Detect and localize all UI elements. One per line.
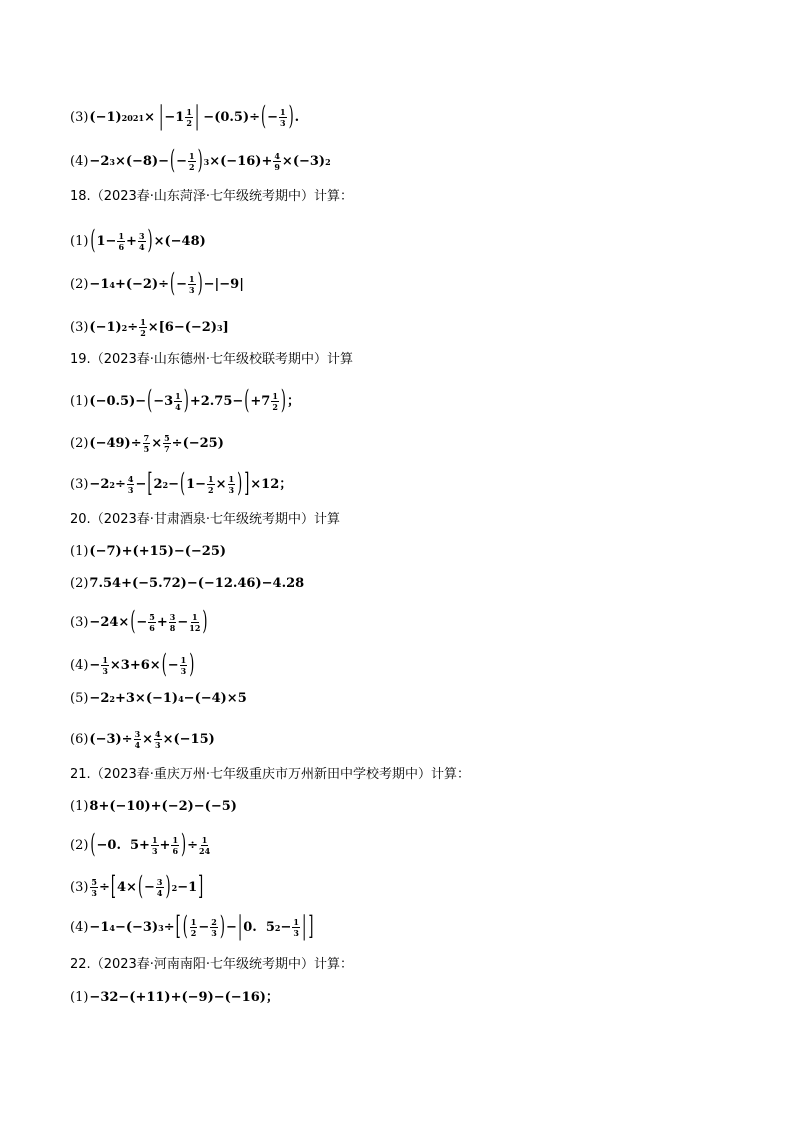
question-source: （2023春·山东菏泽·七年级统考期中）计算：	[90, 189, 354, 204]
item-label: (4)	[70, 920, 89, 935]
item-label: (3)	[70, 110, 89, 125]
question-source: （2023春·山东德州·七年级校联考期中）计算	[90, 352, 354, 367]
question-number: 20.	[70, 512, 91, 527]
question-source: （2023春·重庆万州·七年级重庆市万州新田中学校考期中）计算：	[90, 767, 471, 782]
problem-19-3: (3) −2 2 ÷ $\frac{4}{3}$ − [ 2 2 − ( 1− $\frac{1}{2}$ × $\frac{1}{3}$ ) ] ×12；	[70, 469, 293, 500]
item-label: (3)	[70, 477, 89, 492]
problem-22-1: (1) −32−(+11)+(−9)−(−16)；	[70, 990, 279, 1005]
item-label: (3)	[70, 880, 89, 895]
problem-20-3: (3) −24× ( − $\frac{5}{6}$ + $\frac{3}{8}$ − $\frac{1}{12}$ )	[70, 607, 208, 638]
problem-19-1: (1) (−0.5)− ( −3 1 4 ) +2.75− ( +7 1 2 ) ；	[70, 386, 300, 417]
item-label: (3)	[70, 320, 89, 335]
problem-18-2: (2) −1 4 +(−2)÷ ( − $\frac{1}{3}$ ) −|−9|	[70, 269, 244, 300]
question-20-heading	[70, 513, 340, 526]
item-label: (1)	[70, 394, 89, 409]
item-label: (2)	[70, 576, 89, 591]
problem-17-3: (3) (−1) 2021 × | −1 1 2 | −(0.5)÷ ( − $\frac{1}{3}$ ) .	[70, 102, 300, 133]
item-label: (1)	[70, 234, 89, 249]
problem-20-5: (5) −2 2 +3×(−1) 4 −(−4)×5	[70, 691, 247, 706]
question-number: 19.	[70, 352, 91, 367]
item-label: (1)	[70, 990, 89, 1005]
item-label: (1)	[70, 799, 89, 814]
question-source: （2023春·河南南阳·七年级统考期中）计算：	[90, 957, 354, 972]
item-label: (3)	[70, 615, 89, 630]
item-label: (1)	[70, 544, 89, 559]
question-21-heading	[70, 768, 470, 781]
problem-21-2: (2) ( −0. 5+ $\frac{1}{3}$ + $\frac{1}{6}$ ) ÷ $\frac{1}{24}$	[70, 830, 211, 861]
question-18-heading	[70, 190, 353, 203]
item-label: (2)	[70, 277, 89, 292]
problem-18-3: (3) (−1) 2 ÷ $\frac{1}{2}$ ×[6−(−2) 3 ]	[70, 317, 229, 338]
question-number: 21.	[70, 767, 91, 782]
problem-17-4: (4) −2 3 ×(−8)− ( − $\frac{1}{2}$ ) 3 ×(−16)+ $\frac{4}{9}$ ×(−3) 2	[70, 146, 331, 177]
question-source: （2023春·甘肃酒泉·七年级统考期中）计算	[90, 512, 341, 527]
item-label: (5)	[70, 691, 89, 706]
problem-21-3: (3) $\frac{5}{3}$ ÷ [ 4× ( − $\frac{3}{4}$ ) 2 −1 ]	[70, 872, 204, 903]
problem-21-4: (4) −1 4 −(−3) 3 ÷ [ ( 1 2 − $\frac{2}{3}$ ) − | 0. 5 2 − $\frac{1}{3}$ | ]	[70, 912, 314, 943]
item-label: (6)	[70, 732, 89, 747]
problem-20-1: (1) (−7)+(+15)−(−25)	[70, 544, 227, 559]
item-label: (4)	[70, 154, 89, 169]
item-label: (4)	[70, 658, 89, 673]
problem-20-4: (4) − $\frac{1}{3}$ ×3+6× ( − $\frac{1}{3}$ )	[70, 650, 195, 681]
item-label: (2)	[70, 838, 89, 853]
problem-18-1: (1) ( 1− $\frac{1}{6}$ + $\frac{3}{4}$ ) ×(−48)	[70, 226, 206, 257]
problem-20-2: (2) 7.54+(−5.72)−(−12.46)−4.28	[70, 576, 305, 591]
problem-20-6: (6) (−3)÷ $\frac{3}{4}$ × $\frac{4}{3}$ ×(−15)	[70, 729, 215, 750]
problem-19-2: (2) (−49)÷ $\frac{7}{5}$ × $\frac{5}{7}$ ÷(−25)	[70, 433, 224, 454]
question-number: 18.	[70, 189, 91, 204]
problem-21-1: (1) 8+(−10)+(−2)−(−5)	[70, 799, 237, 814]
question-19-heading	[70, 353, 353, 366]
item-label: (2)	[70, 436, 89, 451]
question-22-heading	[70, 958, 353, 971]
question-number: 22.	[70, 957, 91, 972]
